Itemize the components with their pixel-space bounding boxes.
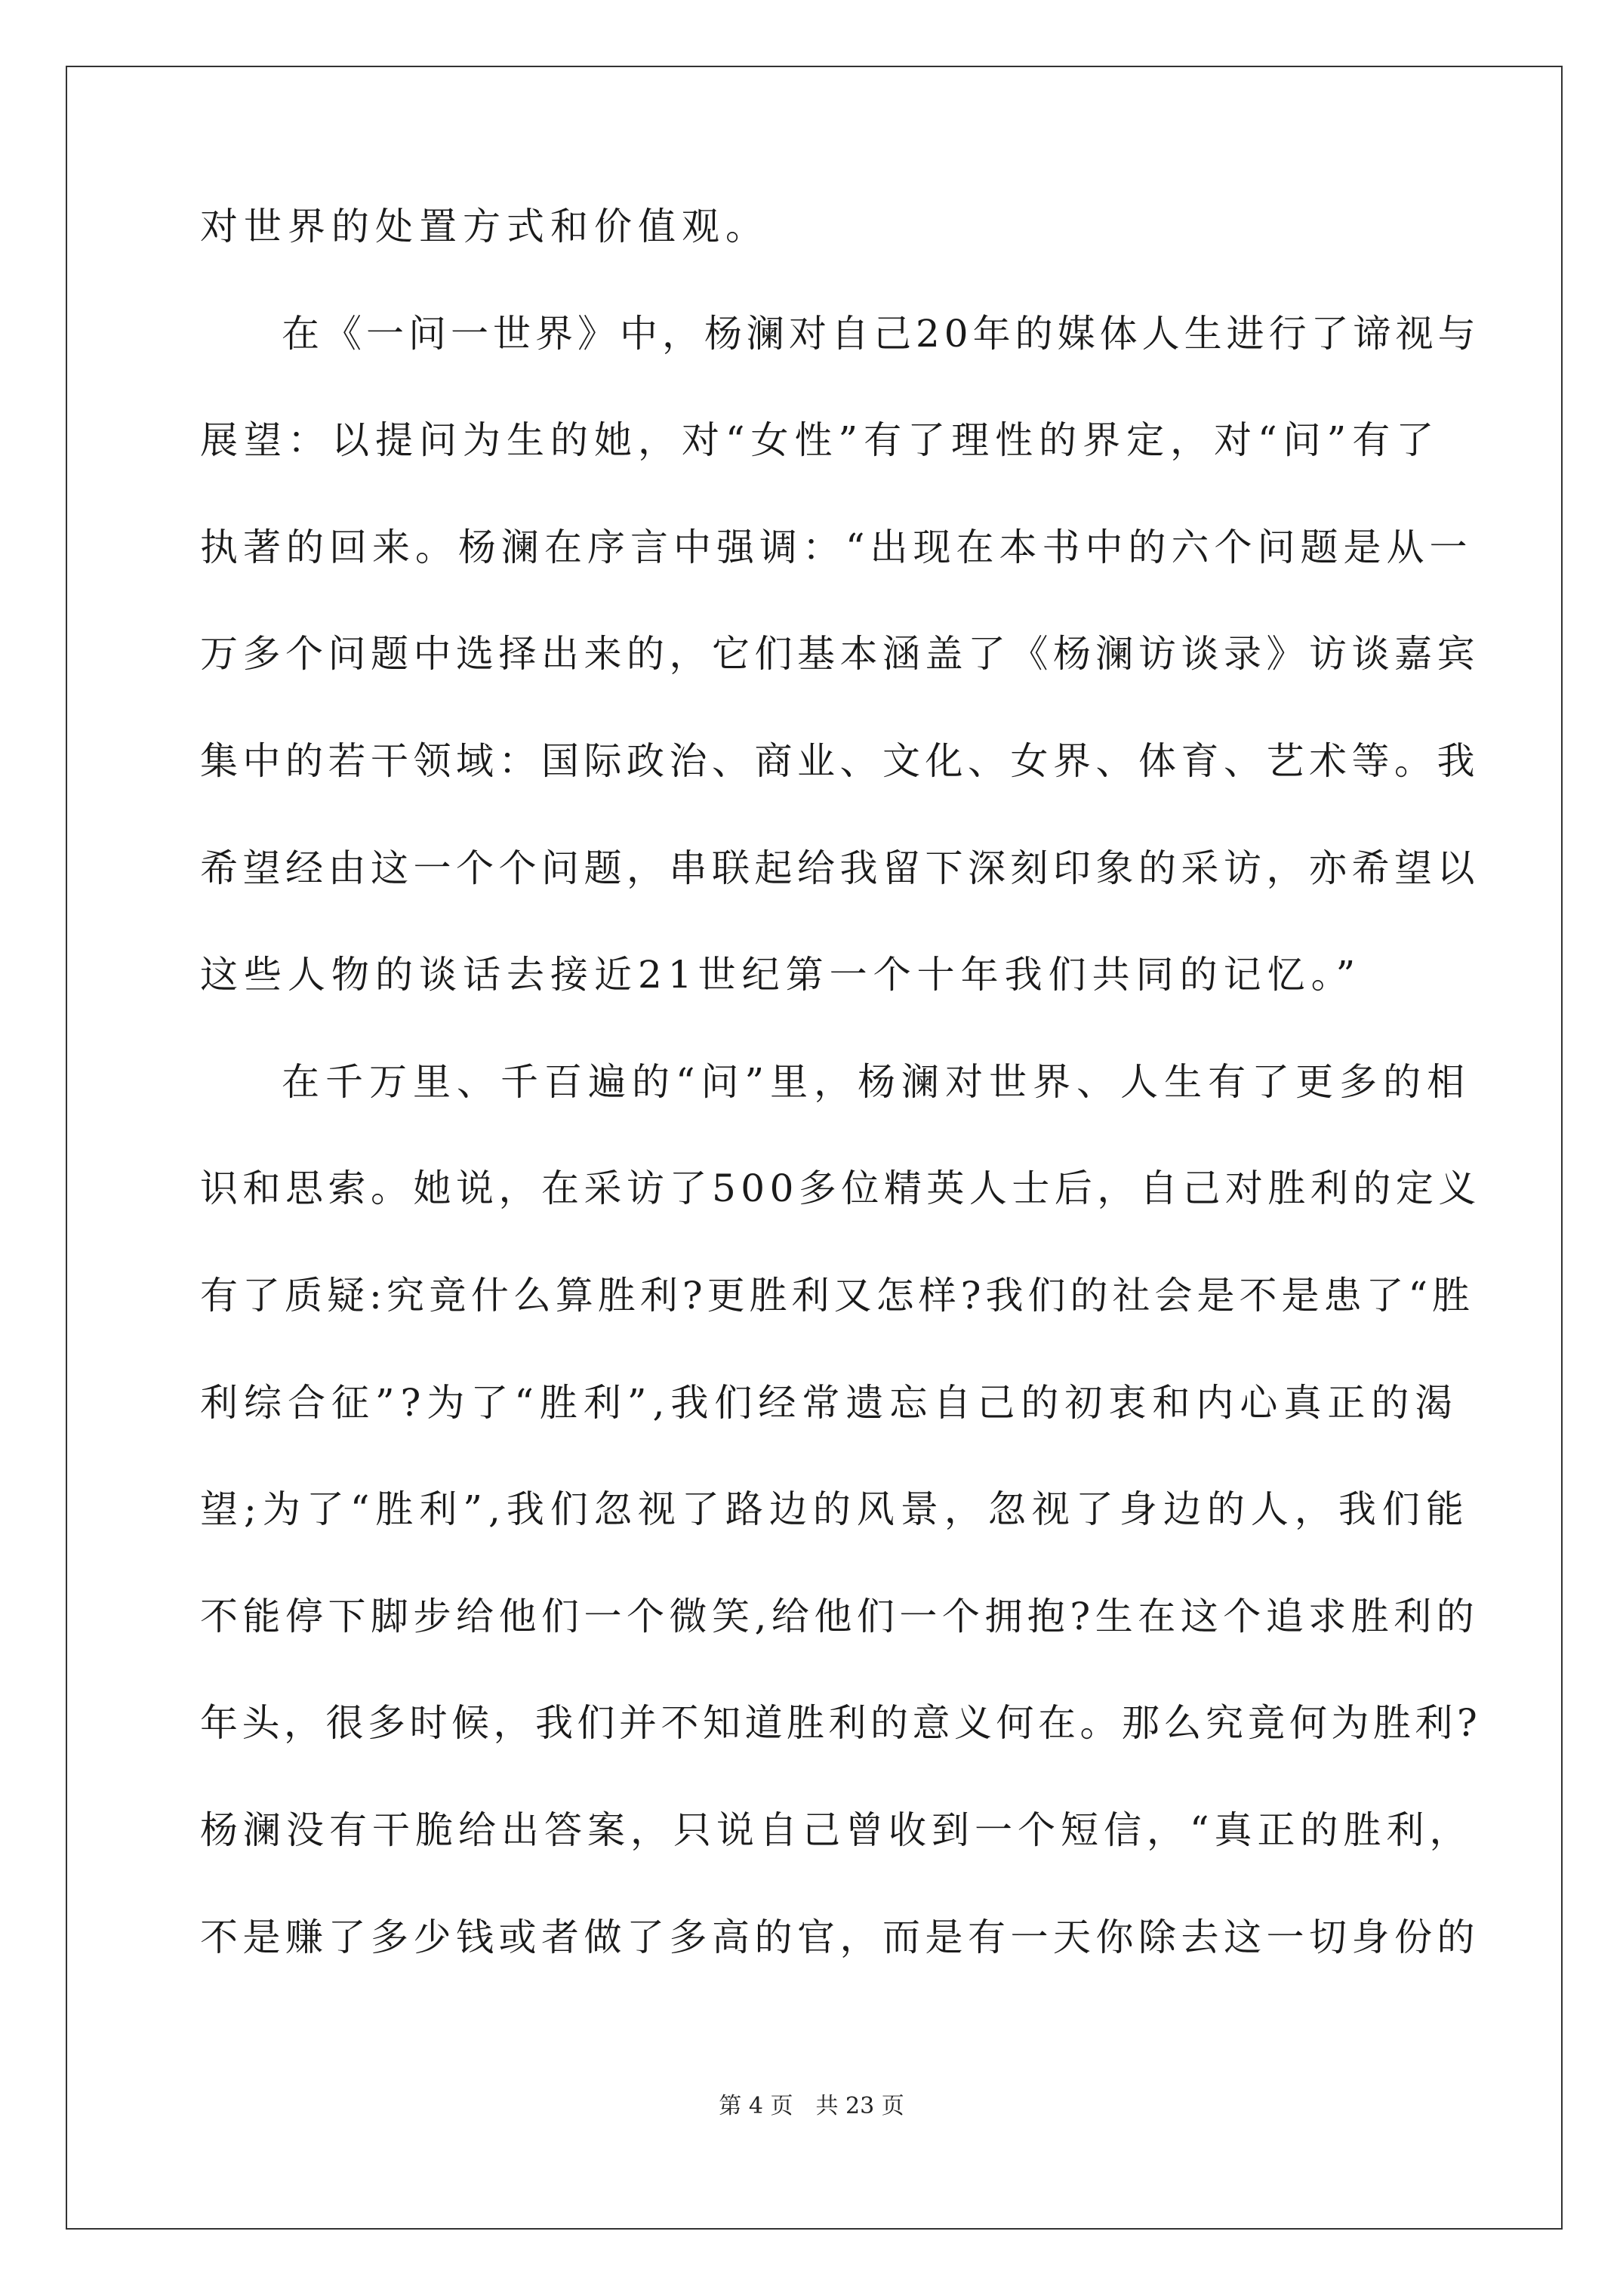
text-line: 有了质疑:究竟什么算胜利?更胜利又怎样?我们的社会是不是患了“胜 [200,1273,1475,1318]
text-line: 万多个问题中选择出来的，它们基本涵盖了《杨澜访谈录》访谈嘉宾 [200,632,1480,676]
text-line: 利综合征”?为了“胜利”,我们经常遗忘自己的初衷和内心真正的渴 [200,1380,1459,1425]
text-line: 望;为了“胜利”,我们忽视了路边的风景，忽视了身边的人，我们能 [200,1487,1470,1532]
text-line: 杨澜没有干脆给出答案，只说自己曾收到一个短信，“真正的胜利， [200,1808,1473,1852]
text-line: 希望经由这一个个问题，串联起给我留下深刻印象的采访，亦希望以 [200,846,1480,890]
text-line: 在《一问一世界》中，杨澜对自己20年的媒体人生进行了谛视与 [282,311,1480,356]
text-line: 展望：以提问为生的她，对“女性”有了理性的界定，对“问”有了 [200,418,1440,463]
page-number-footer: 第 4 页 共 23 页 [719,2093,904,2119]
text-line: 年头，很多时候，我们并不知道胜利的意义何在。那么究竟何为胜利? [200,1701,1482,1746]
text-line: 在千万里、千百遍的“问”里，杨澜对世界、人生有了更多的相 [282,1059,1471,1104]
text-line: 不是赚了多少钱或者做了多高的官，而是有一天你除去这一切身份的 [200,1915,1480,1959]
text-line: 集中的若干领域：国际政治、商业、文化、女界、体育、艺术等。我 [200,738,1480,783]
text-line: 不能停下脚步给他们一个微笑,给他们一个拥抱?生在这个追求胜利的 [200,1594,1480,1638]
text-line: 识和思索。她说，在采访了500多位精英人士后，自己对胜利的定义 [200,1166,1481,1211]
text-line: 对世界的处置方式和价值观。 [200,205,769,248]
text-line: 执著的回来。杨澜在序言中强调：“出现在本书中的六个问题是从一 [200,525,1473,569]
text-line: 这些人物的谈话去接近21世纪第一个十年我们共同的记忆。” [200,953,1362,997]
document-body [200,174,1482,1991]
